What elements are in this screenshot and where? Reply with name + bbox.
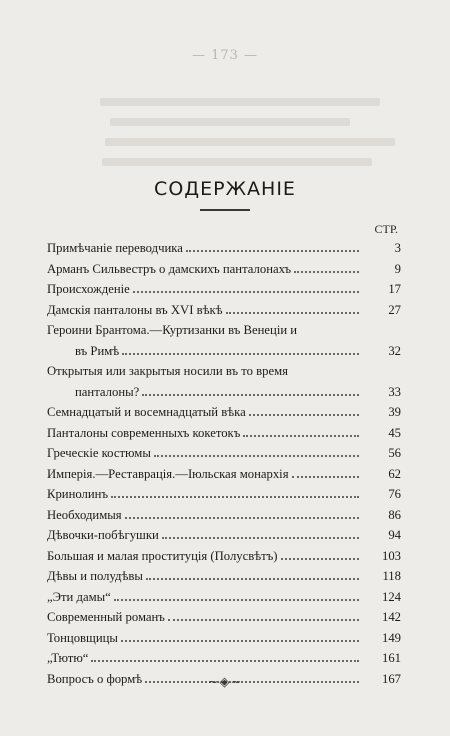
toc-entry xyxy=(47,525,401,546)
page-title: СОДЕРЖАНІЕ xyxy=(154,178,296,200)
toc-entry-page: 86 xyxy=(388,507,401,522)
toc-entry xyxy=(47,587,401,608)
page-column-label: СТР. xyxy=(374,222,398,236)
dot-leader xyxy=(122,353,359,355)
dot-leader xyxy=(142,394,359,396)
table-of-contents xyxy=(47,238,401,689)
dot-leader xyxy=(154,455,359,457)
toc-entry-label: Примѣчаніе переводчика xyxy=(47,241,183,255)
toc-entry-label-line1: Открытыя или закрытыя носили въ то время xyxy=(47,364,288,378)
toc-entry xyxy=(47,484,401,505)
dot-leader xyxy=(146,578,359,580)
toc-entry-label: Современный романъ xyxy=(47,610,165,624)
toc-entry-page: 142 xyxy=(381,610,401,624)
toc-entry-label: Панталоны современныхъ кокетокъ xyxy=(47,425,241,440)
dot-leader xyxy=(121,640,359,642)
toc-entry-label: Семнадцатый и восемнадцатый вѣка xyxy=(47,405,246,419)
dot-leader xyxy=(162,537,359,539)
toc-entry xyxy=(47,464,401,485)
toc-entry-label: Дѣвочки-побѣгушки xyxy=(47,528,159,542)
dot-leader xyxy=(186,250,359,252)
dot-leader xyxy=(294,271,359,273)
dot-leader xyxy=(168,619,359,621)
toc-entry-label: Кринолинъ xyxy=(47,487,109,501)
toc-entry xyxy=(47,607,401,628)
toc-entry-label: Вопросъ о формѣ xyxy=(47,671,143,686)
toc-entry xyxy=(47,505,401,526)
toc-entry xyxy=(47,443,401,464)
toc-entry xyxy=(47,546,401,567)
dot-leader xyxy=(91,660,359,662)
toc-entry-page: 17 xyxy=(388,282,401,296)
toc-entry-label: Греческіе костюмы xyxy=(47,446,151,460)
dot-leader xyxy=(249,414,359,416)
toc-entry-label: „Эти дамы“ xyxy=(47,589,111,604)
toc-entry xyxy=(47,279,401,300)
toc-entry xyxy=(47,648,401,669)
toc-entry-label: панталоны? xyxy=(75,384,140,399)
toc-entry-page: 94 xyxy=(388,528,401,542)
toc-entry-page: 33 xyxy=(388,384,401,399)
toc-entry-label-line1: Героини Брантома.—Куртизанки въ Венеціи и xyxy=(47,323,298,337)
toc-entry xyxy=(47,259,401,280)
toc-entry-label: Необходимыя xyxy=(47,507,122,522)
toc-entry xyxy=(47,300,401,321)
toc-entry xyxy=(47,566,401,587)
toc-entry-page: 161 xyxy=(381,651,401,665)
toc-entry-page: 32 xyxy=(388,343,401,358)
toc-entry-page: 118 xyxy=(382,569,401,583)
toc-entry-page: 103 xyxy=(381,548,401,563)
toc-entry-page: 45 xyxy=(388,425,401,440)
toc-entry-page: 76 xyxy=(388,487,401,501)
toc-entry-page: 62 xyxy=(388,466,401,481)
ornament: ~◈~ xyxy=(207,675,243,690)
dot-leader xyxy=(281,558,360,560)
toc-entry-label: Происхожденіе xyxy=(47,282,130,296)
toc-entry xyxy=(47,238,401,259)
dot-leader xyxy=(133,291,359,293)
toc-entry-page: 167 xyxy=(381,671,401,686)
dot-leader xyxy=(243,435,359,437)
toc-entry-page: 39 xyxy=(388,405,401,419)
toc-entry-label: въ Римѣ xyxy=(75,343,120,358)
toc-entry-page: 124 xyxy=(381,589,401,604)
toc-entry xyxy=(47,402,401,423)
toc-entry-label: Имперія.—Реставрація.—Іюльская монархія xyxy=(47,466,289,481)
toc-entry-page: 56 xyxy=(388,446,401,460)
toc-entry-page: 27 xyxy=(388,302,401,317)
toc-entry-page: 9 xyxy=(394,261,401,276)
dot-leader xyxy=(125,517,359,519)
toc-entry-page: 149 xyxy=(381,630,401,645)
toc-entry xyxy=(47,361,401,402)
toc-entry xyxy=(47,628,401,649)
title-rule xyxy=(200,209,250,211)
toc-entry xyxy=(47,320,401,361)
dot-leader xyxy=(226,312,359,314)
dot-leader xyxy=(111,496,359,498)
toc-entry-label: Тонцовщицы xyxy=(47,630,118,645)
toc-entry-label: Арманъ Сильвестръ о дамскихъ панталонахъ xyxy=(47,261,292,276)
toc-entry-label: „Тютю“ xyxy=(47,651,89,665)
toc-entry-label: Дамскія панталоны въ XVI вѣкѣ xyxy=(47,302,223,317)
toc-entry-page: 3 xyxy=(394,241,401,255)
toc-entry-label: Дѣвы и полудѣвы xyxy=(47,569,143,583)
dot-leader xyxy=(292,476,359,478)
page-number: — 173 — xyxy=(191,48,259,63)
dot-leader xyxy=(114,599,359,601)
toc-entry-label: Большая и малая проституція (Полусвѣтъ) xyxy=(47,548,278,563)
toc-entry xyxy=(47,423,401,444)
